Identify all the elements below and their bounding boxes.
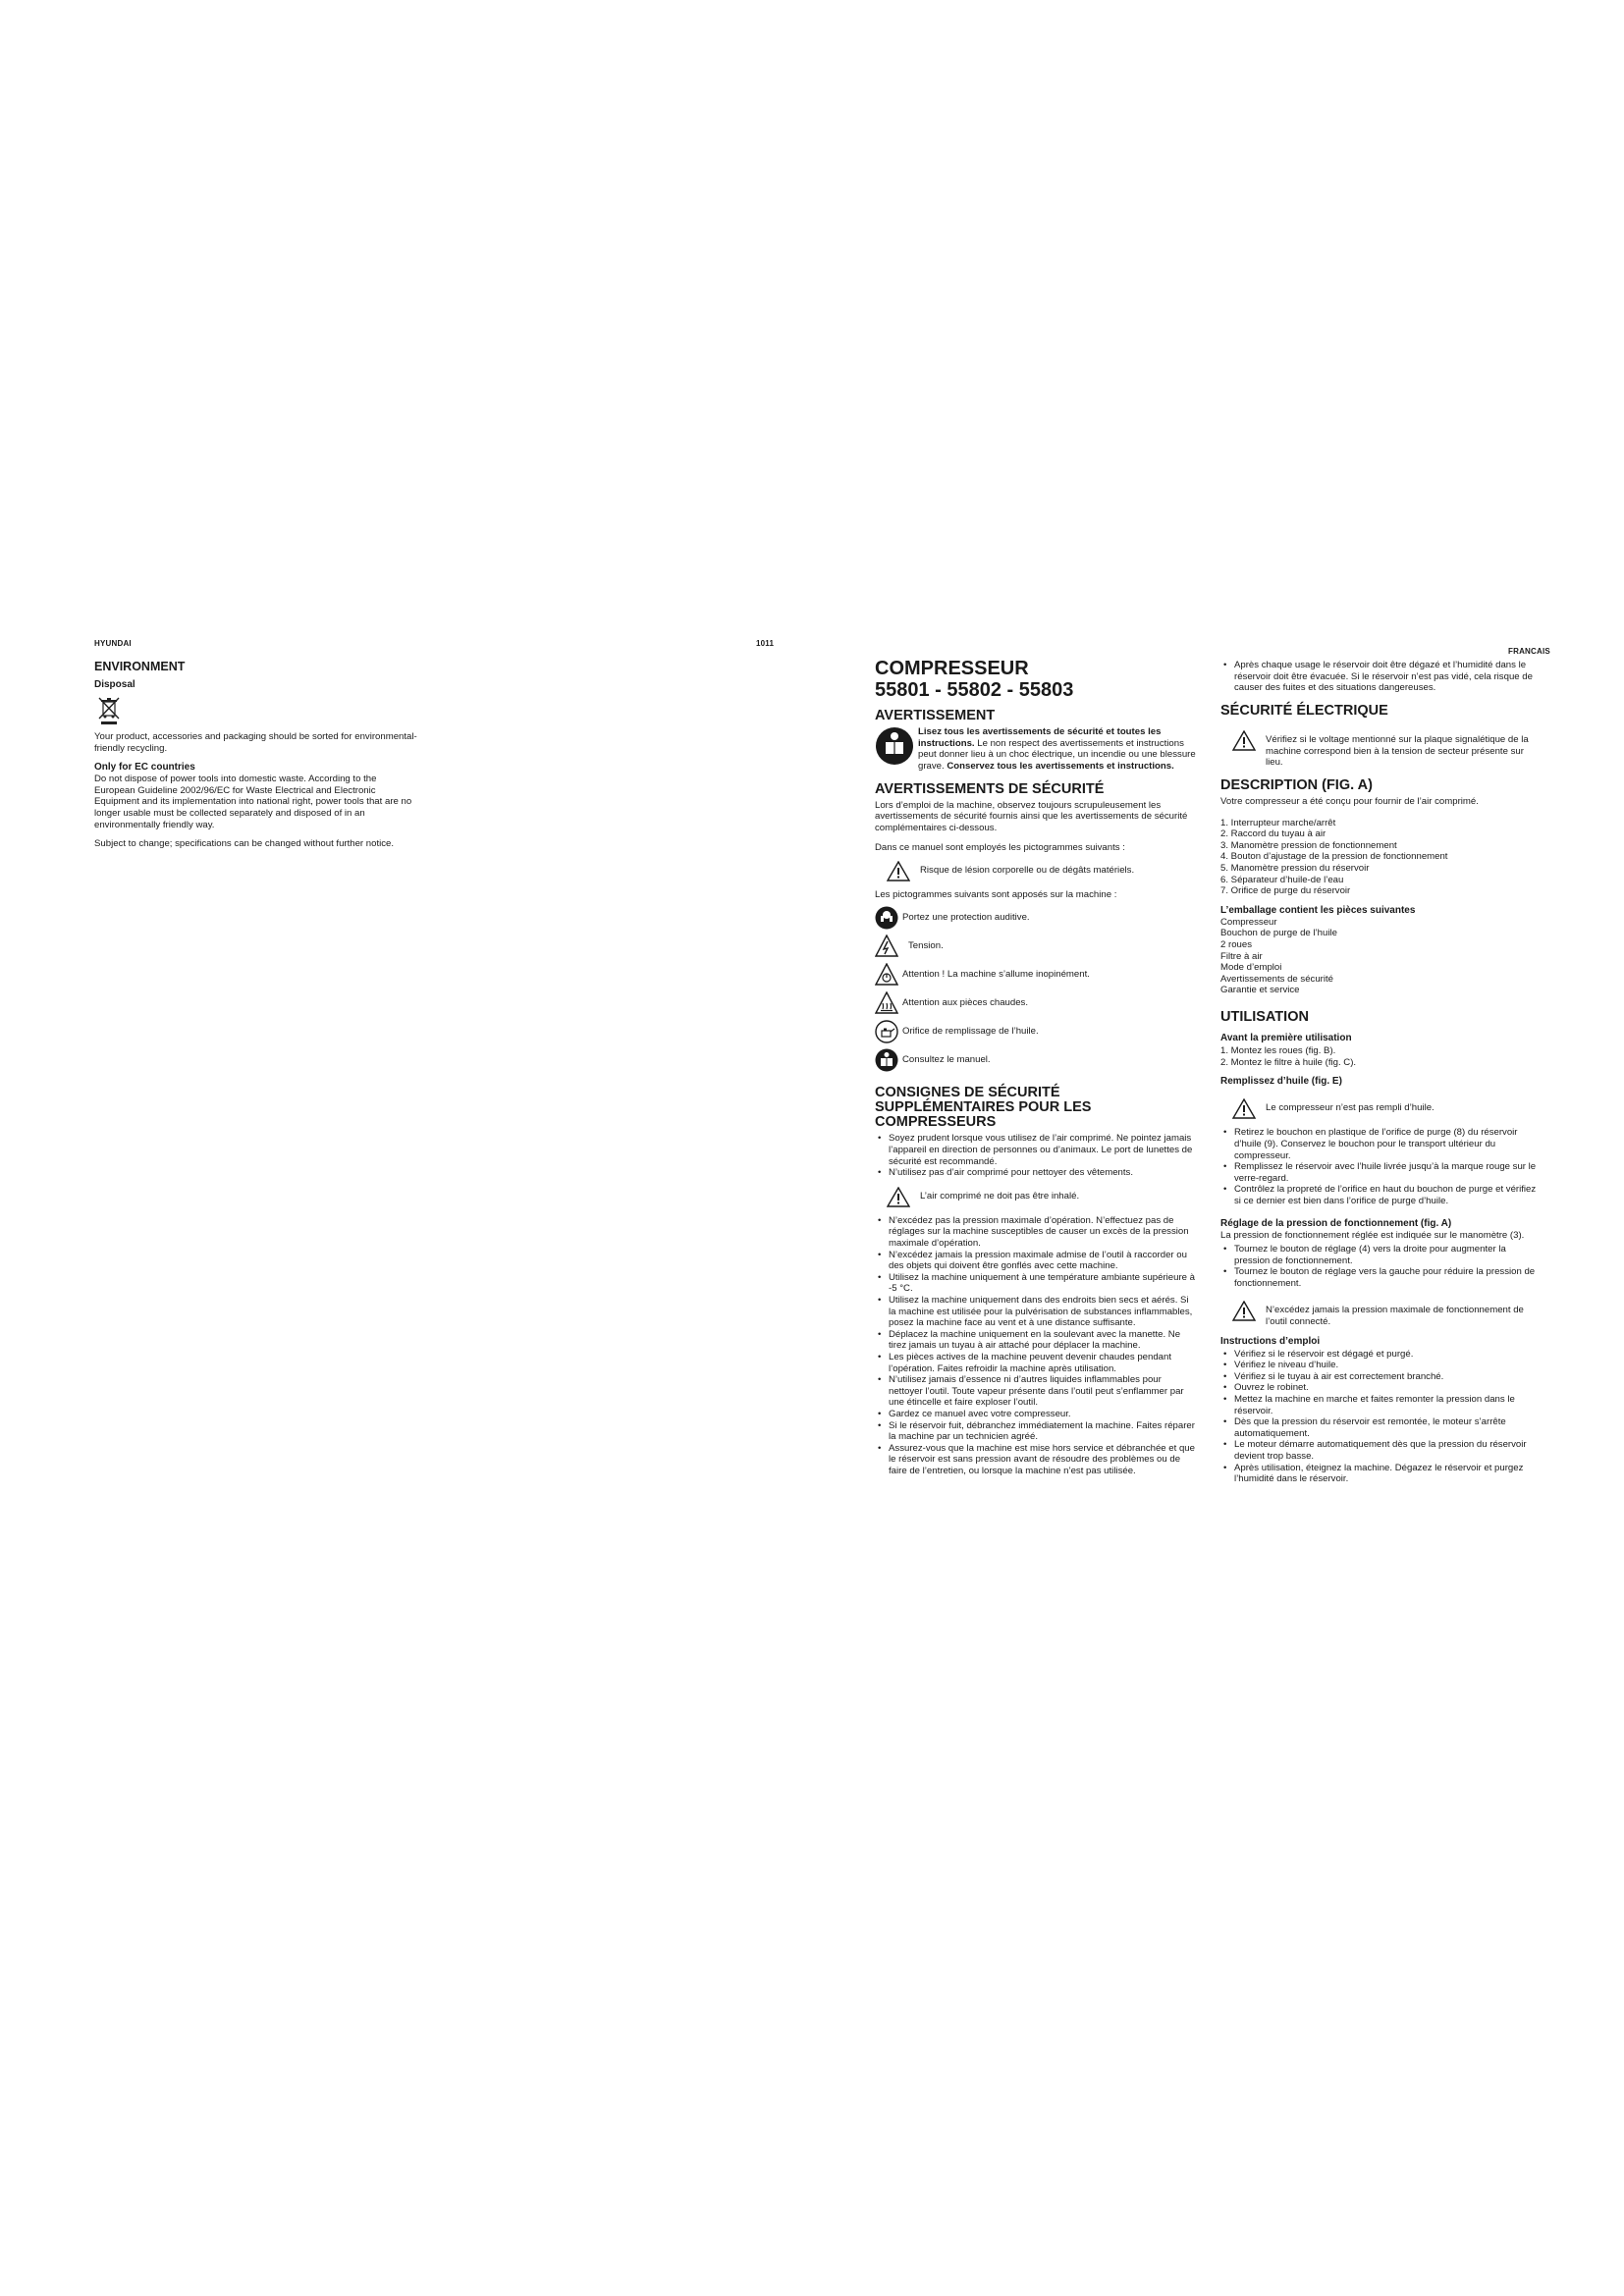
warning-triangle-icon [1232,1098,1256,1119]
list-item: • N’excédez pas la pression maximale d’opération. N’effectuez pas de réglages sur la machine susceptibles de causer un excès de la pression maximale d’opération. [875,1215,1197,1250]
warning-triangle-icon [887,861,910,881]
list-item: • Utilisez la machine uniquement à une température ambiante supérieure à -5 °C. [875,1272,1197,1295]
list-item: Mode d’emploi [1220,962,1282,974]
list-item: 4. Bouton d’ajustage de la pression de fonctionnement [1220,851,1448,863]
air-warning: L’air comprimé ne doit pas être inhalé. [875,1187,1197,1207]
hot-surface-warning-icon [875,991,898,1015]
read-manual-icon [875,726,914,766]
list-item: • Assurez-vous que la machine est mise hors service et débranchée et que le réservoir est sans pression avant de résoudre des problèmes ou de faire de l’entretien, ou lorsque la machine n’est pas utilisée. [875,1443,1197,1477]
picto-row: Portez une protection auditive. [875,906,1197,930]
list-item: • Déplacez la machine uniquement en la soulevant avec la manette. Ne tirez jamais un tuyau à air attaché pour déplacer la machine. [875,1329,1197,1352]
instructions-list [1220,1349,1543,1485]
description-title: DESCRIPTION (FIG. A) [1220,776,1373,793]
voltage-warning: Vérifiez si le voltage mentionné sur la plaque signalétique de la machine correspond bien à la tension de secteur présente sur lieu. [1220,730,1543,769]
pressure-warning: N’excédez jamais la pression maximale de fonctionnement de l’outil connecté. [1220,1301,1543,1327]
list-item: 2. Raccord du tuyau à air [1220,828,1326,840]
list-item: 1. Interrupteur marche/arrêt [1220,817,1336,828]
oil-can-icon [875,1020,898,1043]
column-2 [1220,658,1543,1485]
list-item: 6. Séparateur d’huile-de l’eau [1220,874,1344,885]
list-item: • Contrôlez la propreté de l’orifice en haut du bouchon de purge et vérifiez si ce dernier est bien dans l’orifice de purge d’huile. [1220,1184,1543,1206]
warning-triangle-icon [1232,730,1256,751]
list-item: 3. Manomètre pression de fonctionnement [1220,839,1397,851]
list-item: • Tournez le bouton de réglage vers la gauche pour réduire la pression de fonctionnement. [1220,1266,1543,1289]
language-label: FRANCAIS [1508,647,1550,656]
list-item: 2 roues [1220,938,1252,950]
list-item: 5. Manomètre pression du réservoir [1220,862,1370,874]
list-item: • Vérifiez si le tuyau à air est correctement branché. [1220,1371,1543,1383]
list-item: Avertissements de sécurité [1220,973,1333,985]
column-1 [875,658,1197,1476]
avertissement-title: AVERTISSEMENT [875,708,996,723]
list-item: Compresseur [1220,916,1277,928]
ec-text: Do not dispose of power tools into domestic waste. According to the European Guideline 2002/96/EC for Waste Electrical and Electronic Equipment and its implementation into national right, power tools that are no longer usable must be collected separately and disposed of in an environmentally friendly way. [94,774,412,830]
list-item: • Si le réservoir fuit, débranchez immédiatement la machine. Faites réparer la machine par un technicien agréé. [875,1420,1197,1443]
warning-triangle-icon [1232,1301,1256,1321]
pressure-text: La pression de fonctionnement réglée est indiquée sur le manomètre (3). [1220,1230,1525,1242]
risk-warning: Risque de lésion corporelle ou de dégâts matériels. [875,861,1197,881]
list-item: • Après utilisation, éteignez la machine. Dégazez le réservoir et purgez l’humidité dans le réservoir. [1220,1463,1543,1485]
safety-text: Lors d’emploi de la machine, observez toujours scrupuleusement les avertissements de sécurité fournis ainsi que les avertissements de sécurité complémentaires ci-dessous. [875,799,1188,833]
list-item: • Dès que la pression du réservoir est remontée, le moteur s’arrête automatiquement. [1220,1416,1543,1439]
list-item: 1. Montez les roues (fig. B). [1220,1045,1336,1057]
machine-picto-intro: Les pictogrammes suivants sont apposés sur la machine : [875,889,1117,901]
first-use-list [1220,1045,1543,1068]
environment-title: ENVIRONMENT [94,660,186,673]
list-item: • Gardez ce manuel avec votre compresseur. [875,1409,1197,1420]
change-notice: Subject to change; specifications can be changed without further notice. [94,838,395,850]
list-item: • Utilisez la machine uniquement dans des endroits bien secs et aérés. Si la machine est utilisée pour la pulvérisation de substances inflammables, posez la machine face au vent et à une distance suffisante. [875,1295,1197,1329]
list-item: 2. Montez le filtre à huile (fig. C). [1220,1056,1357,1068]
list-item: • Le moteur démarre automatiquement dès que la pression du réservoir devient trop basse. [1220,1439,1543,1462]
top-bullet-list [1220,660,1543,694]
list-item: • Vérifiez le niveau d’huile. [1220,1360,1543,1371]
picto-intro: Dans ce manuel sont employés les pictogrammes suivants : [875,841,1125,853]
package-list [1220,917,1543,996]
picto-row: Attention aux pièces chaudes. [875,991,1197,1015]
pressure-list [1220,1244,1543,1289]
consignes-list-a [875,1133,1197,1178]
safety-title: AVERTISSEMENTS DE SÉCURITÉ [875,780,1105,797]
ear-protection-icon [875,906,898,930]
auto-start-warning-icon [875,963,898,987]
voltage-warning-icon [875,934,898,958]
electrical-safety-title: SÉCURITÉ ÉLECTRIQUE [1220,702,1388,719]
list-item: • Ouvrez le robinet. [1220,1382,1543,1394]
list-item: • N’utilisez pas d’air comprimé pour nettoyer des vêtements. [875,1167,1197,1179]
picto-row: Orifice de remplissage de l’huile. [875,1020,1197,1043]
list-item: Bouchon de purge de l’huile [1220,928,1337,939]
model-numbers: 55801 - 55802 - 55803 [875,679,1074,701]
description-list [1220,818,1543,897]
utilisation-title: UTILISATION [1220,1008,1309,1025]
list-item: • Tournez le bouton de réglage (4) vers la droite pour augmenter la pression de fonctionnement. [1220,1244,1543,1266]
list-item: • Mettez la machine en marche et faites remonter la pression dans le réservoir. [1220,1394,1543,1416]
picto-row: Tension. [875,934,1197,958]
pressure-title: Réglage de la pression de fonctionnement (fig. A) [1220,1218,1452,1230]
crossed-bin-icon [98,696,120,725]
list-item: • Après chaque usage le réservoir doit être dégazé et l’humidité dans le réservoir doit être évacuée. Si le réservoir n’est pas vidé, cela risque de causer des fuites et des situations dangereuses. [1220,660,1543,694]
read-manual-icon [875,1048,898,1072]
package-title: L’emballage contient les pièces suivantes [1220,904,1416,916]
product-title: COMPRESSEUR [875,658,1029,679]
environment-section [94,660,418,850]
list-item: • N’utilisez jamais d’essence ni d’autres liquides inflammables pour nettoyer l’outil. Toute vapeur présente dans l’outil peut s’enflammer par une étincelle et faire exploser l’outil. [875,1374,1197,1409]
consignes-title: CONSIGNES DE SÉCURITÉ SUPPLÉMENTAIRES POUR LES COMPRESSEURS [875,1084,1092,1131]
avertissement-block [875,726,1197,772]
disposal-text: Your product, accessories and packaging should be sorted for environmental-friendly recycling. [94,731,417,754]
ec-heading: Only for EC countries [94,762,195,774]
list-item: • Les pièces actives de la machine peuvent devenir chaudes pendant l’opération. Faites refroidir la machine après utilisation. [875,1352,1197,1374]
list-item: • Remplissez le réservoir avec l’huile livrée jusqu’à la marque rouge sur le verre-regard. [1220,1161,1543,1184]
first-use-title: Avant la première utilisation [1220,1033,1352,1044]
instructions-title: Instructions d’emploi [1220,1335,1321,1347]
avertissement-text: Lisez tous les avertissements de sécurité et toutes les instructions. Le non respect des avertissements et instructions peut donner lieu à un choc électrique, un incendie ou une blessure grave. Conservez tous les avertissements et instructions. [918,726,1196,772]
disposal-heading: Disposal [94,679,135,690]
list-item: • Vérifiez si le réservoir est dégagé et purgé. [1220,1349,1543,1361]
list-item: Filtre à air [1220,950,1263,962]
list-item: 7. Orifice de purge du réservoir [1220,885,1351,897]
picto-row: Consultez le manuel. [875,1048,1197,1072]
oil-warning: Le compresseur n’est pas rempli d’huile. [1220,1098,1543,1119]
list-item: • N’excédez jamais la pression maximale admise de l’outil à raccorder ou des objets qui doivent être gonflés avec cette machine. [875,1250,1197,1272]
list-item: • Soyez prudent lorsque vous utilisez de l’air comprimé. Ne pointez jamais l’appareil en direction de personnes ou d’animaux. Le port de lunettes de sécurité est recommandé. [875,1133,1197,1167]
list-item: Garantie et service [1220,985,1300,996]
list-item: • Retirez le bouchon en plastique de l’orifice de purge (8) du réservoir d’huile (9). Conservez le bouchon pour le transport ultérieur du compresseur. [1220,1127,1543,1161]
picto-row: Attention ! La machine s’allume inopinément. [875,963,1197,987]
warning-triangle-icon [887,1187,910,1207]
consignes-list-b [875,1215,1197,1477]
page-number: 1011 [756,639,775,648]
oil-list [1220,1127,1543,1206]
description-text: Votre compresseur a été conçu pour fournir de l’air comprimé. [1220,796,1479,807]
oil-title: Remplissez d’huile (fig. E) [1220,1076,1342,1088]
brand-label: HYUNDAI [94,639,132,648]
